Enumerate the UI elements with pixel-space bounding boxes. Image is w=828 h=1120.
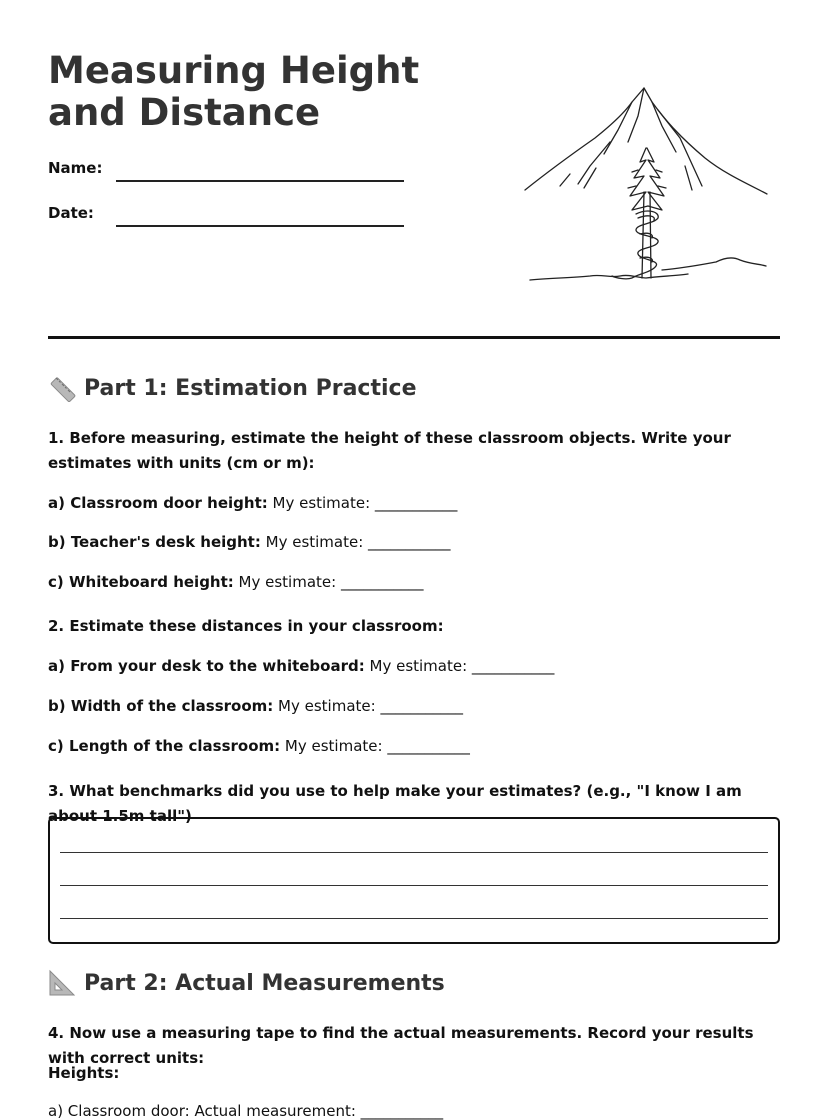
q1-item-b-label: b) Teacher's desk height: xyxy=(48,533,261,551)
name-field[interactable] xyxy=(116,180,404,182)
q2-item-c-label: c) Length of the classroom: xyxy=(48,737,281,755)
answer-line[interactable] xyxy=(60,852,768,853)
answer-line[interactable] xyxy=(60,885,768,886)
set-square-icon xyxy=(48,969,76,997)
q2-item-a xyxy=(48,657,554,675)
q1-item-a xyxy=(48,494,457,512)
q1-item-c-label: c) Whiteboard height: xyxy=(48,573,234,591)
q2-item-c-answer[interactable]: My estimate: ___________ xyxy=(280,737,470,755)
part1-heading-text: Part 1: Estimation Practice xyxy=(84,375,417,401)
question-2: 2. Estimate these distances in your classroom: xyxy=(48,617,444,635)
question-4: 4. Now use a measuring tape to find the actual measurements. Record your results with correct units: xyxy=(48,1024,754,1067)
q1-item-b xyxy=(48,533,451,551)
name-label: Name: xyxy=(48,159,103,177)
date-label: Date: xyxy=(48,204,94,222)
answer-line[interactable] xyxy=(60,918,768,919)
q2-item-b-answer[interactable]: My estimate: ___________ xyxy=(273,697,463,715)
mountain-tree-illustration xyxy=(520,82,776,288)
q1-item-a-answer[interactable]: My estimate: ___________ xyxy=(267,494,458,512)
part2-heading-text: Part 2: Actual Measurements xyxy=(84,970,445,996)
section-divider xyxy=(48,336,780,339)
page-title: Measuring Height and Distance xyxy=(48,49,420,134)
q2-item-b xyxy=(48,697,463,715)
part1-heading xyxy=(48,374,417,402)
question-3: 3. What benchmarks did you use to help make your estimates? (e.g., "I know I am about 1.5m tall") xyxy=(48,782,742,825)
q1-item-b-answer[interactable]: My estimate: ___________ xyxy=(260,533,451,551)
q1-item-a-label: a) Classroom door height: xyxy=(48,494,268,512)
part2-heading xyxy=(48,969,445,997)
heights-label: Heights: xyxy=(48,1064,120,1082)
q2-item-a-answer[interactable]: My estimate: ___________ xyxy=(364,657,555,675)
q2-item-c xyxy=(48,737,470,755)
q4-item-a[interactable]: a) Classroom door: Actual measurement: ___________ xyxy=(48,1102,444,1120)
date-field[interactable] xyxy=(116,225,404,227)
q2-item-b-label: b) Width of the classroom: xyxy=(48,697,274,715)
q2-item-a-label: a) From your desk to the whiteboard: xyxy=(48,657,365,675)
q1-item-c xyxy=(48,573,423,591)
q1-item-c-answer[interactable]: My estimate: ___________ xyxy=(233,573,424,591)
question-1: 1. Before measuring, estimate the height of these classroom objects. Write your estimates with units (cm or m): xyxy=(48,429,731,472)
ruler-icon xyxy=(48,374,76,402)
q3-answer-box[interactable] xyxy=(48,817,780,944)
